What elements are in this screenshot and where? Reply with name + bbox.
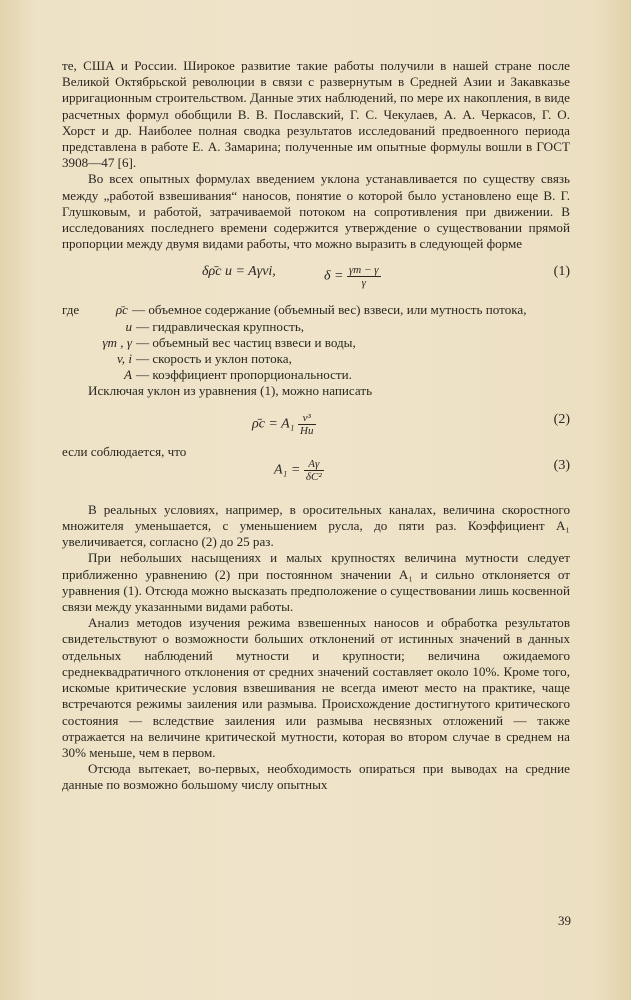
- definition-row: [62, 351, 570, 367]
- formula-3-fraction: [304, 458, 324, 483]
- formula-2-fraction: [298, 412, 315, 437]
- formula-1-numerator: γт − γ: [348, 264, 379, 277]
- paragraph-2: Во всех опытных формулах введением уклона устанавливается по существу связь между „работой взвешивания“ наносов, понятие о которой было установлено еще В. Г. Глушковым, и работой, затрачиваемой потоком на сопротивления при движении. В исследованиях последнего времени содержится утверждение о существовании прямой пропорции между двумя видами работы, что можно выразить в следующей форме: [62, 171, 570, 252]
- formula-1-fraction: [347, 264, 381, 289]
- formula-1-denominator: γ: [361, 277, 366, 290]
- formula-1: [62, 252, 570, 296]
- paragraph-5: В реальных условиях, например, в оросительных каналах, величина скоростного множителя уменьшается, с уменьшением русла, до пяти раз. Коэффициент A₁ увеличивается, согласно (2) до 25 раз.: [62, 501, 570, 550]
- definition-symbol: γт , γ: [102, 334, 132, 350]
- definition-text: — гидравлическая крупность,: [136, 318, 305, 334]
- page-number: 39: [558, 913, 571, 928]
- formula-3: [62, 443, 570, 490]
- definition-row: [62, 335, 570, 351]
- definition-symbol: u: [125, 318, 132, 334]
- formula-1-delta: δ =: [324, 269, 344, 285]
- definition-symbol: ρ̄c: [115, 302, 128, 318]
- formula-3-denominator: δC²: [305, 470, 322, 483]
- paragraph-3: Исключая уклон из уравнения (1), можно написать: [88, 383, 373, 399]
- paragraph-1: те, США и России. Широкое развитие такие работы получили в нашей стране после Великой Октябрьской революции в связи с развернутым в Средней Азии и Закавказье ирригационным строительством. Данные этих наблюдений, по мере их накопления, в виде расчетных формул обобщили В. В. Пославский, Г. С. Чекулаев, А. А. Черкасов, Г. О. Хорст и др. Наиболее полная сводка результатов исследований предвоенного периода представлена в работе Е. А. Замарина; полученные им опытные формулы вошли в ГОСТ 3908—47 [6].: [62, 58, 570, 171]
- formula-3-left: A₁ =: [274, 462, 301, 478]
- definition-text: — коэффициент пропорциональности.: [136, 367, 352, 383]
- formula-2: [62, 400, 570, 444]
- formula-1-number: (1): [553, 264, 570, 280]
- paragraph-8: Отсюда вытекает, во-первых, необходимость опираться при выводах на средние данные по возможно большому числу опытных: [62, 761, 570, 793]
- definition-row: [62, 367, 570, 383]
- where-lead: где: [62, 302, 80, 318]
- paragraph-7: Анализ методов изучения режима взвешенных наносов и обработка результатов свидетельствуют о возможности больших отклонений от истинных значений в данных отдельных наблюдений мутности и крупности; величина ожидаемого среднеквадратичного отклонения от средних значений составляет около 10%. Кроме того, искомые критические условия взвешивания не всегда имеют место на практике, чаще встречаются режимы заиления или размыва. Происхождение достигнутого критического состояния — вследствие заиления или размыва несвязных отложений — также отражается на величине критической мутности, которая во втором случае в среднем на 30% меньше, чем в первом.: [62, 615, 570, 760]
- paragraph-4: если соблюдается, что: [62, 443, 187, 459]
- definition-text: — скорость и уклон потока,: [136, 351, 292, 367]
- formula-2-denominator: Hu: [300, 424, 314, 437]
- definition-symbol: A: [124, 367, 132, 383]
- formula-2-number: (2): [553, 411, 570, 427]
- definition-text: — объемный вес частиц взвеси и воды,: [136, 334, 356, 350]
- definition-row: [62, 302, 570, 318]
- symbol-definitions: [62, 302, 570, 383]
- formula-1-left: δρ̄c u = Aγvi,: [202, 264, 276, 280]
- formula-2-numerator: v³: [298, 412, 315, 425]
- definition-symbol: v, i: [116, 351, 132, 367]
- definition-row: [62, 319, 570, 335]
- body-text: [62, 58, 570, 794]
- formula-3-number: (3): [553, 457, 570, 473]
- definition-text: — объемное содержание (объемный вес) взвеси, или мутность потока,: [132, 302, 527, 318]
- paragraph-6: При небольших насыщениях и малых крупностях величина мутности следует приближенно уравнению (2) при постоянном значении A₁ и сильно отклоняется от уравнения (1). Отсюда можно высказать предположение о существовании лишь косвенной связи между указанными видами работы.: [62, 550, 570, 615]
- formula-3-numerator: Aγ: [304, 458, 324, 471]
- formula-2-left: ρ̄c = A₁: [252, 416, 295, 432]
